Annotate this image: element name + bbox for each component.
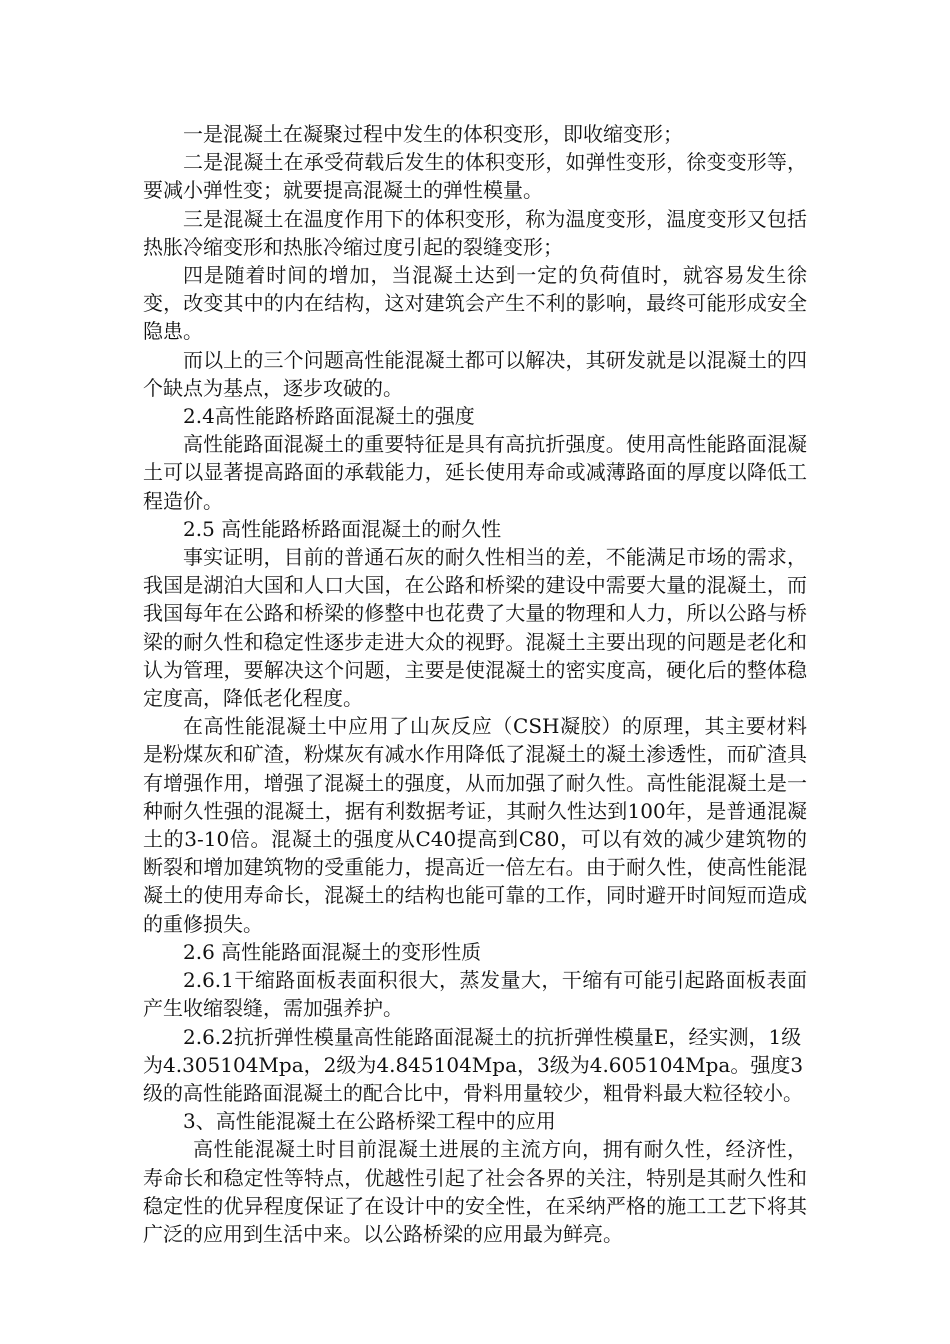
paragraph-creep: 四是随着时间的增加，当混凝土达到一定的负荷值时，就容易发生徐变，改变其中的内在结构，这对建筑会产生不利的影响，最终可能形成安全隐患。 xyxy=(143,263,807,344)
section-heading-2-6: 2.6 高性能路面混凝土的变形性质 xyxy=(183,939,482,964)
paragraph-durability-facts: 事实证明，目前的普通石灰的耐久性相当的差，不能满足市场的需求，我国是湖泊大国和人口大国，在公路和桥梁的建设中需要大量的混凝土，而我国每年在公路和桥梁的修整中也花费了大量的物理和人力，所以公路与桥梁的耐久性和稳定性逐步走进大众的视野。混凝土主要出现的问题是老化和认为管理，要解决这个问题，主要是使混凝土的密实度高，硬化后的整体稳定度高，降低老化程度。 xyxy=(143,545,807,711)
paragraph-solution-summary: 而以上的三个问题高性能混凝土都可以解决，其研发就是以混凝土的四个缺点为基点，逐步攻破的。 xyxy=(143,347,807,400)
paragraph-strength: 高性能路面混凝土的重要特征是具有高抗折强度。使用高性能路面混凝土可以显著提高路面的承载能力，延长使用寿命或减薄路面的厚度以降低工程造价。 xyxy=(143,432,807,513)
section-heading-2-5: 2.5 高性能路桥路面混凝土的耐久性 xyxy=(183,516,502,541)
section-heading-3: 3、高性能混凝土在公路桥梁工程中的应用 xyxy=(183,1109,556,1134)
paragraph-pozzolanic-reaction: 在高性能混凝土中应用了山灰反应（CSH凝胶）的原理，其主要材料是粉煤灰和矿渣，粉煤灰有减水作用降低了混凝土的凝土渗透性，而矿渣具有增强作用，增强了混凝土的强度，从而加强了耐久性。高性能混凝土是一种耐久性强的混凝土，据有利数据考证，其耐久性达到100年，是普通混凝土的3-10倍。混凝土的强度从C40提高到C80，可以有效的减少建筑物的断裂和增加建筑物的受重能力，提高近一倍左右。由于耐久性，使高性能混凝土的使用寿命长，混凝土的结构也能可靠的工作，同时避开时间短而造成的重修损失。 xyxy=(143,714,807,936)
paragraph-flexural-modulus: 2.6.2抗折弹性模量高性能路面混凝土的抗折弹性模量E，经实测，1级为4.305104Mpa，2级为4.845104Mpa，3级为4.605104Mpa。强度3级的高性能路面混凝土的配合比中，骨料用量较少，粗骨料最大粒径较小。 xyxy=(143,1024,804,1105)
paragraph-drying-shrinkage: 2.6.1干缩路面板表面积很大，蒸发量大，干缩有可能引起路面板表面产生收缩裂缝，需加强养护。 xyxy=(143,968,807,1021)
section-heading-2-4: 2.4高性能路桥路面混凝土的强度 xyxy=(183,404,475,429)
paragraph-application: 高性能混凝土时目前混凝土进展的主流方向，拥有耐久性，经济性，寿命长和稳定性等特点，优越性引起了社会各界的关注，特别是其耐久性和稳定性的优异程度保证了在设计中的安全性，在采纳严格的施工工艺下将其广泛的应用到生活中来。以公路桥梁的应用最为鲜亮。 xyxy=(143,1137,807,1246)
document-body xyxy=(143,120,807,1248)
paragraph-shrinkage-deformation: 一是混凝土在凝聚过程中发生的体积变形，即收缩变形； xyxy=(183,122,683,146)
paragraph-temperature-deformation: 三是混凝土在温度作用下的体积变形，称为温度变形，温度变形又包括热胀冷缩变形和热胀冷缩过度引起的裂缝变形； xyxy=(143,206,807,259)
paragraph-load-deformation: 二是混凝土在承受荷载后发生的体积变形，如弹性变形，徐变变形等，要减小弹性变；就要提高混凝土的弹性模量。 xyxy=(143,150,807,203)
